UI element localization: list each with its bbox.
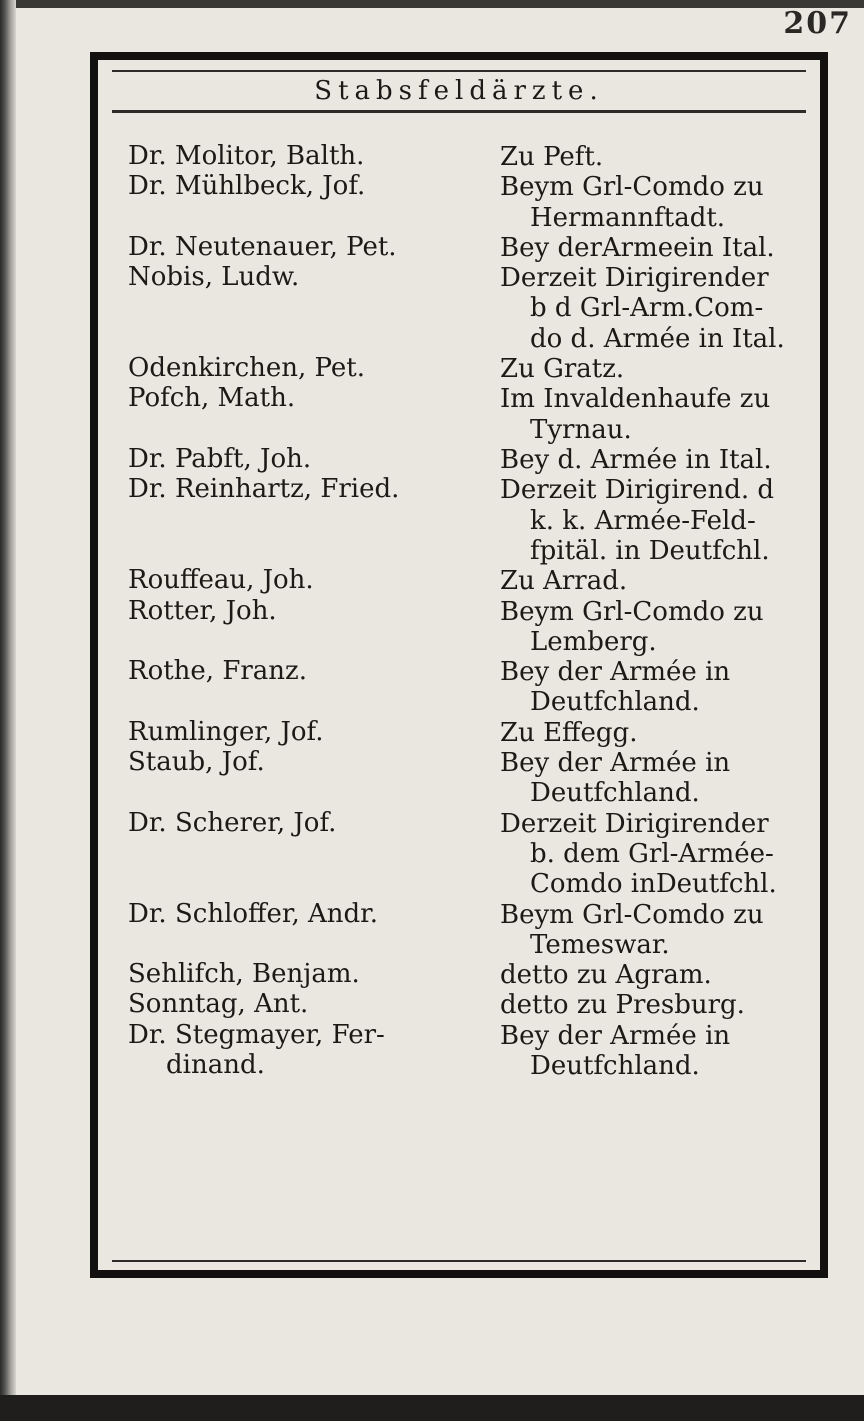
entry-location: detto zu Agram. (500, 960, 712, 991)
page-top-edge (0, 0, 864, 8)
entry-name: Rotter, Joh. (128, 595, 277, 626)
table-inner-frame (112, 70, 806, 1262)
entry-location: Bey derArmeein Ital. (500, 232, 775, 263)
entry-location: Beym Grl-Comdo zu (500, 172, 764, 203)
entry-location: Bey der Armée in (500, 1020, 731, 1051)
entry-location: Zu Arrad. (500, 566, 628, 597)
entry-location-continuation: b. dem Grl-Armée- (530, 838, 774, 869)
entry-location-continuation: do d. Armée in Ital. (530, 323, 785, 354)
entry-location-continuation: Deutfchland. (530, 1050, 700, 1081)
entry-name: Rothe, Franz. (128, 656, 308, 687)
page-number: 207 (783, 6, 852, 41)
heading-rule (112, 110, 806, 113)
page-bottom-edge (0, 1395, 864, 1421)
entry-name: Dr. Reinhartz, Fried. (128, 474, 400, 505)
entry-location-continuation: Temeswar. (530, 929, 670, 960)
table-frame (90, 52, 828, 1278)
entry-name-continuation: dinand. (166, 1049, 265, 1080)
entry-location-continuation: Comdo inDeutfchl. (530, 869, 777, 900)
entry-location: Zu Peft. (500, 142, 604, 172)
entry-name: Dr. Molitor, Balth. (128, 141, 365, 171)
entry-name: Dr. Scherer, Jof. (128, 807, 337, 838)
entry-location: Beym Grl-Comdo zu (500, 596, 764, 627)
entry-name: Dr. Stegmayer, Fer- (128, 1019, 385, 1050)
entry-location-continuation: fpitäl. in Deutfchl. (530, 535, 770, 566)
entry-location: Derzeit Dirigirend. d (500, 475, 775, 506)
entry-name: Dr. Pabft, Joh. (128, 444, 312, 474)
entry-name: Dr. Mühlbeck, Jof. (128, 171, 366, 202)
entry-location-continuation: Deutfchland. (530, 687, 700, 718)
entry-name: Rumlinger, Jof. (128, 716, 324, 747)
entry-name: Staub, Jof. (128, 747, 265, 777)
entry-location-continuation: Lemberg. (530, 626, 657, 657)
entry-location: Derzeit Dirigirender (500, 808, 769, 839)
entry-name: Odenkirchen, Pet. (128, 353, 365, 384)
entry-location-continuation: b d Grl-Arm.Com- (530, 293, 764, 324)
entry-name: Rouffeau, Joh. (128, 565, 314, 596)
entry-location: Bey d. Armée in Ital. (500, 445, 772, 475)
entry-name: Sehlifch, Benjam. (128, 959, 360, 990)
entry-location: Zu Gratz. (500, 354, 625, 385)
entry-name: Dr. Schloffer, Andr. (128, 898, 378, 929)
book-gutter (0, 0, 16, 1421)
entry-location: Derzeit Dirigirender (500, 263, 769, 294)
entry-location: Bey der Armée in (500, 748, 731, 778)
entry-name: Dr. Neutenauer, Pet. (128, 231, 397, 262)
section-heading: Stabsfeldärzte. (314, 76, 604, 106)
entry-location-continuation: Deutfchland. (530, 778, 700, 809)
entry-location-continuation: Hermannftadt. (530, 202, 726, 233)
entry-name: Nobis, Ludw. (128, 262, 300, 293)
entry-name: Pofch, Math. (128, 383, 296, 414)
entry-location: Im Invaldenhaufe zu (500, 384, 771, 415)
entry-location: Zu Effegg. (500, 717, 638, 748)
entry-name: Sonntag, Ant. (128, 989, 309, 1020)
entry-location: Bey der Armée in (500, 657, 731, 688)
entry-location: detto zu Presburg. (500, 990, 745, 1021)
entry-location-continuation: k. k. Armée-Feld- (530, 505, 756, 536)
entry-location-continuation: Tyrnau. (530, 414, 632, 445)
entry-location: Beym Grl-Comdo zu (500, 899, 764, 930)
